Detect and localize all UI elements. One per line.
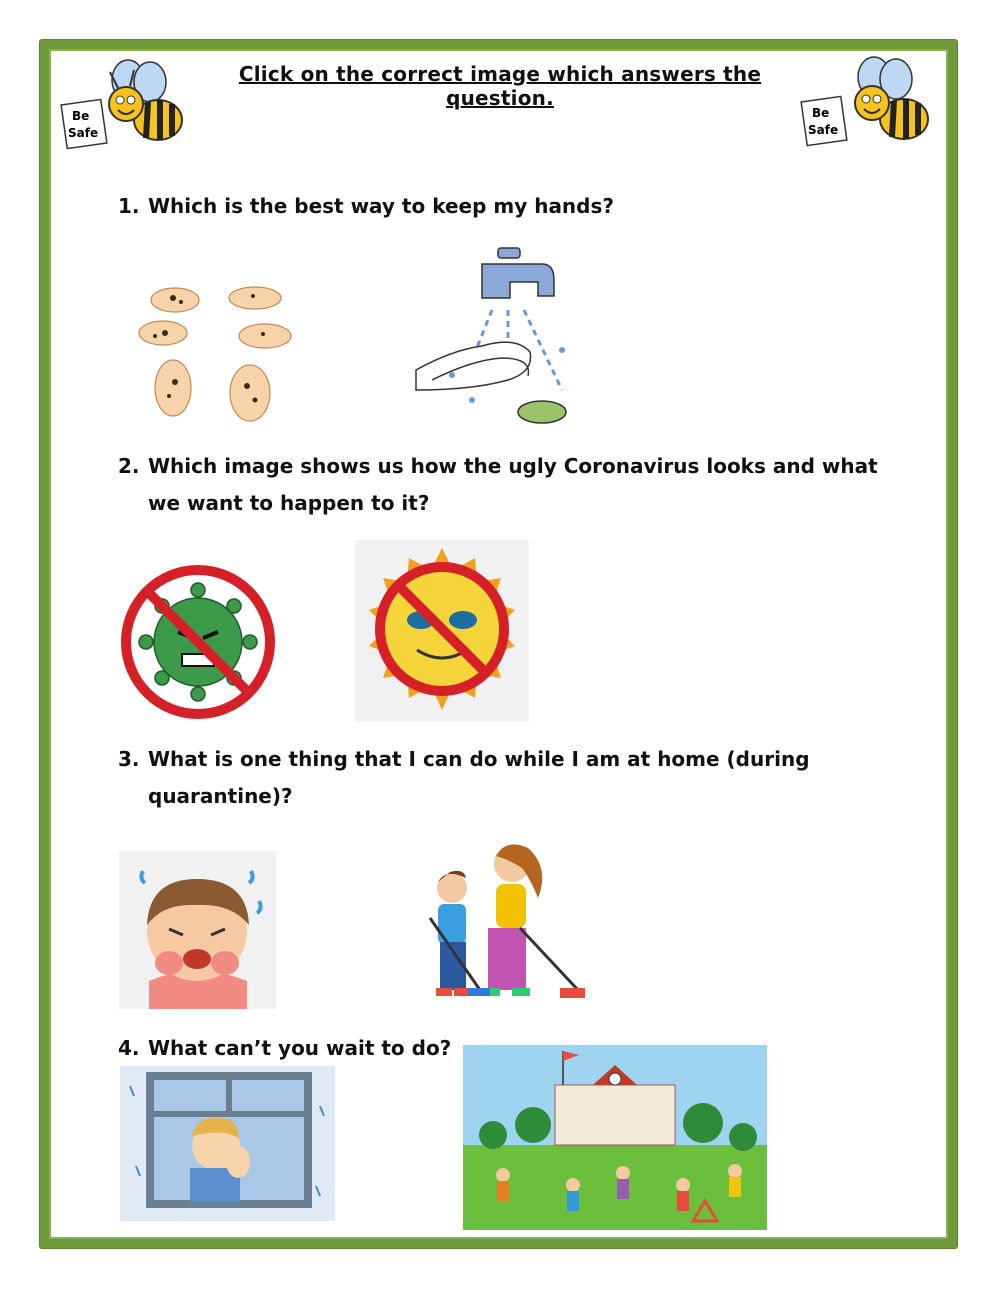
question-1-text: Which is the best way to keep my hands?	[148, 194, 614, 218]
instruction-title: Click on the correct image which answers the question.	[238, 62, 762, 110]
q3-choice-crying-boy[interactable]	[119, 851, 276, 1009]
q2-choice-sun[interactable]	[355, 540, 529, 722]
question-2	[118, 448, 908, 528]
question-1	[118, 188, 908, 228]
question-3-number: 3.	[118, 747, 140, 771]
question-4-text: What can’t you wait to do?	[148, 1036, 452, 1060]
question-1-number: 1.	[118, 194, 140, 218]
q3-choice-cleaning[interactable]	[410, 838, 585, 1006]
question-3-text: What is one thing that I can do while I am at home (during quarantine)?	[148, 747, 810, 808]
q2-choice-virus[interactable]	[118, 562, 278, 722]
question-3	[118, 741, 908, 821]
badge-left-line2: Safe	[68, 126, 99, 140]
badge-right-line2: Safe	[808, 123, 839, 137]
question-4	[118, 1030, 518, 1070]
q4-choice-rainy-window[interactable]	[120, 1066, 335, 1221]
question-2-number: 2.	[118, 454, 140, 478]
badge-left-line1: Be	[72, 109, 90, 123]
badge-right-line1: Be	[812, 106, 830, 120]
bee-mascot-right	[800, 55, 932, 155]
question-4-number: 4.	[118, 1036, 140, 1060]
bee-mascot-left	[60, 58, 188, 156]
q4-choice-school-playground[interactable]	[463, 1045, 767, 1230]
question-2-text: Which image shows us how the ugly Coronavirus looks and what we want to happen to it?	[148, 454, 878, 515]
q1-choice-dirty-hands[interactable]	[125, 278, 300, 426]
q1-choice-washing-hands[interactable]	[412, 240, 600, 428]
